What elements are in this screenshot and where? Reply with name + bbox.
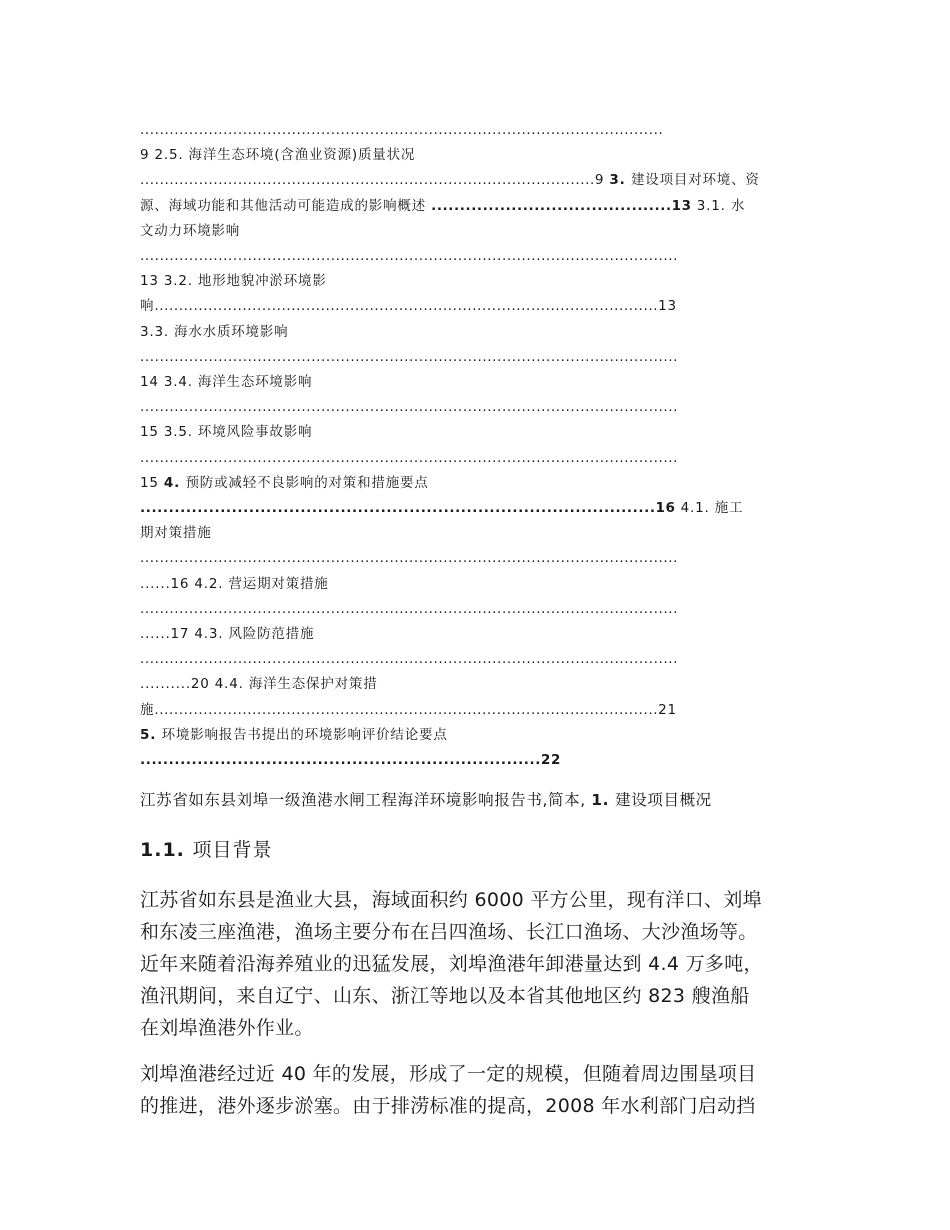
subtitle-text: 江苏省如东县刘埠一级渔港水闸工程海洋环境影响报告书,简本,: [140, 791, 592, 809]
toc-line: [140, 624, 813, 644]
toc-dots: ...........................................................................................................: [140, 122, 664, 138]
paragraph-2: [140, 1058, 813, 1122]
toc-line: [140, 347, 813, 367]
toc-bolddots: ..........................................................................................16: [140, 500, 676, 516]
paragraph-line: 刘埠渔港经过近 40 年的发展，形成了一定的规模，但随着周边围垦项目: [140, 1063, 757, 1085]
toc-tail: 建设项目对环境、资: [631, 172, 760, 189]
section-title: 建设项目概况: [615, 791, 712, 809]
paragraph-1: [140, 884, 813, 1044]
paragraph-line: 渔汛期间，来自辽宁、山东、浙江等地以及本省其他地区约 823 艘渔船: [140, 985, 750, 1007]
toc-line: [140, 649, 813, 669]
report-subtitle: [140, 788, 712, 812]
toc-pre: 源、海域功能和其他活动可能造成的影响概述: [140, 197, 432, 214]
toc-pre: ......17 4.3. 风险防范措施: [140, 626, 315, 642]
toc-line: [140, 725, 813, 745]
toc-bolddots: ......................................................................22: [140, 752, 561, 768]
toc-pre: ..........20 4.4. 海洋生态保护对策措: [140, 676, 378, 693]
toc-line: [140, 271, 813, 291]
toc-pre: ......16 4.2. 营运期对策措施: [140, 575, 329, 592]
toc-line: [140, 498, 813, 518]
toc-line: [140, 120, 813, 140]
toc-dots: .............................................................................................: [140, 172, 595, 189]
toc-dots: ..............................................................................................................: [140, 550, 679, 567]
paragraph-line: 江苏省如东县是渔业大县，海域面积约 6000 平方公里，现有洋口、刘埠: [140, 889, 762, 911]
toc-bold: 4.: [163, 474, 186, 491]
toc-line: [140, 145, 813, 165]
toc-line: [140, 170, 813, 190]
toc-pre: 响: [140, 298, 155, 315]
toc-line: [140, 448, 813, 468]
toc-post: 9: [594, 172, 610, 189]
toc-pre: 14 3.4. 海洋生态环境影响: [140, 374, 313, 390]
toc-line: [140, 700, 813, 720]
toc-tail: 预防或减轻不良影响的对策和措施要点: [185, 474, 429, 491]
toc-line: [140, 473, 813, 493]
toc-pre: 施: [140, 701, 155, 718]
toc-pre: 3.3. 海水水质环境影响: [140, 323, 289, 340]
toc-dots: ..............................................................................................................: [140, 248, 679, 264]
toc-bold: 5.: [140, 726, 162, 743]
toc-tail: 环境影响报告书提出的环境影响评价结论要点: [161, 726, 448, 743]
section-heading: [140, 836, 273, 864]
toc-pre: 15 3.5. 环境风险事故影响: [140, 424, 313, 441]
toc-line: [140, 196, 813, 216]
toc-line: [140, 574, 813, 594]
toc-dots: ..............................................................................................................: [140, 348, 679, 365]
toc-line: [140, 422, 813, 442]
toc-dots: ..............................................................................................................: [140, 399, 679, 416]
paragraph-line: 在刘埠渔港外作业。: [140, 1017, 314, 1039]
toc-post: 21: [658, 701, 677, 718]
toc-line: [140, 599, 813, 619]
heading-text: 项目背景: [192, 839, 273, 861]
toc-line: [140, 221, 813, 241]
toc-line: [140, 548, 813, 568]
toc-line: [140, 397, 813, 417]
toc-dots: ..............................................................................................................: [140, 449, 679, 466]
toc-dots: ..............................................................................................................: [140, 651, 679, 668]
paragraph-line: 的推进，港外逐步淤塞。由于排涝标准的提高，2008 年水利部门启动挡: [140, 1095, 756, 1117]
toc-line: [140, 674, 813, 694]
paragraph-line: 和东凌三座渔港，渔场主要分布在吕四渔场、长江口渔场、大沙渔场等。: [140, 921, 758, 943]
paragraph-line: 近年来随着沿海养殖业的迅猛发展，刘埠渔港年卸港量达到 4.4 万多吨，: [140, 953, 763, 975]
toc-line: [140, 750, 813, 770]
toc-line: [140, 296, 813, 316]
toc-line: [140, 523, 813, 543]
toc-pre: 期对策措施: [140, 525, 212, 542]
toc-pre: 9 2.5. 海洋生态环境(含渔业资源)质量状况: [140, 147, 416, 164]
toc-tail: 3.1. 水: [691, 197, 746, 214]
toc-pre: 15: [140, 474, 164, 491]
toc-line: [140, 372, 813, 392]
toc-line: [140, 322, 813, 342]
toc-dots: ..............................................................................................................: [140, 600, 679, 617]
toc-post: 13: [658, 298, 677, 315]
section-number: 1.: [591, 791, 616, 809]
toc-dots: .......................................................................................................: [154, 701, 659, 718]
heading-number: 1.1.: [140, 839, 193, 861]
toc-pre: 13 3.2. 地形地貌冲淤环境影: [140, 273, 327, 290]
toc-bold: 3.: [609, 172, 631, 189]
toc-bolddots: ..........................................13: [431, 197, 692, 214]
toc-pre: 文动力环境影响: [140, 222, 241, 239]
toc-tail: 4.1. 施工: [675, 500, 744, 516]
toc-dots: .......................................................................................................: [154, 298, 659, 315]
toc-line: [140, 246, 813, 266]
